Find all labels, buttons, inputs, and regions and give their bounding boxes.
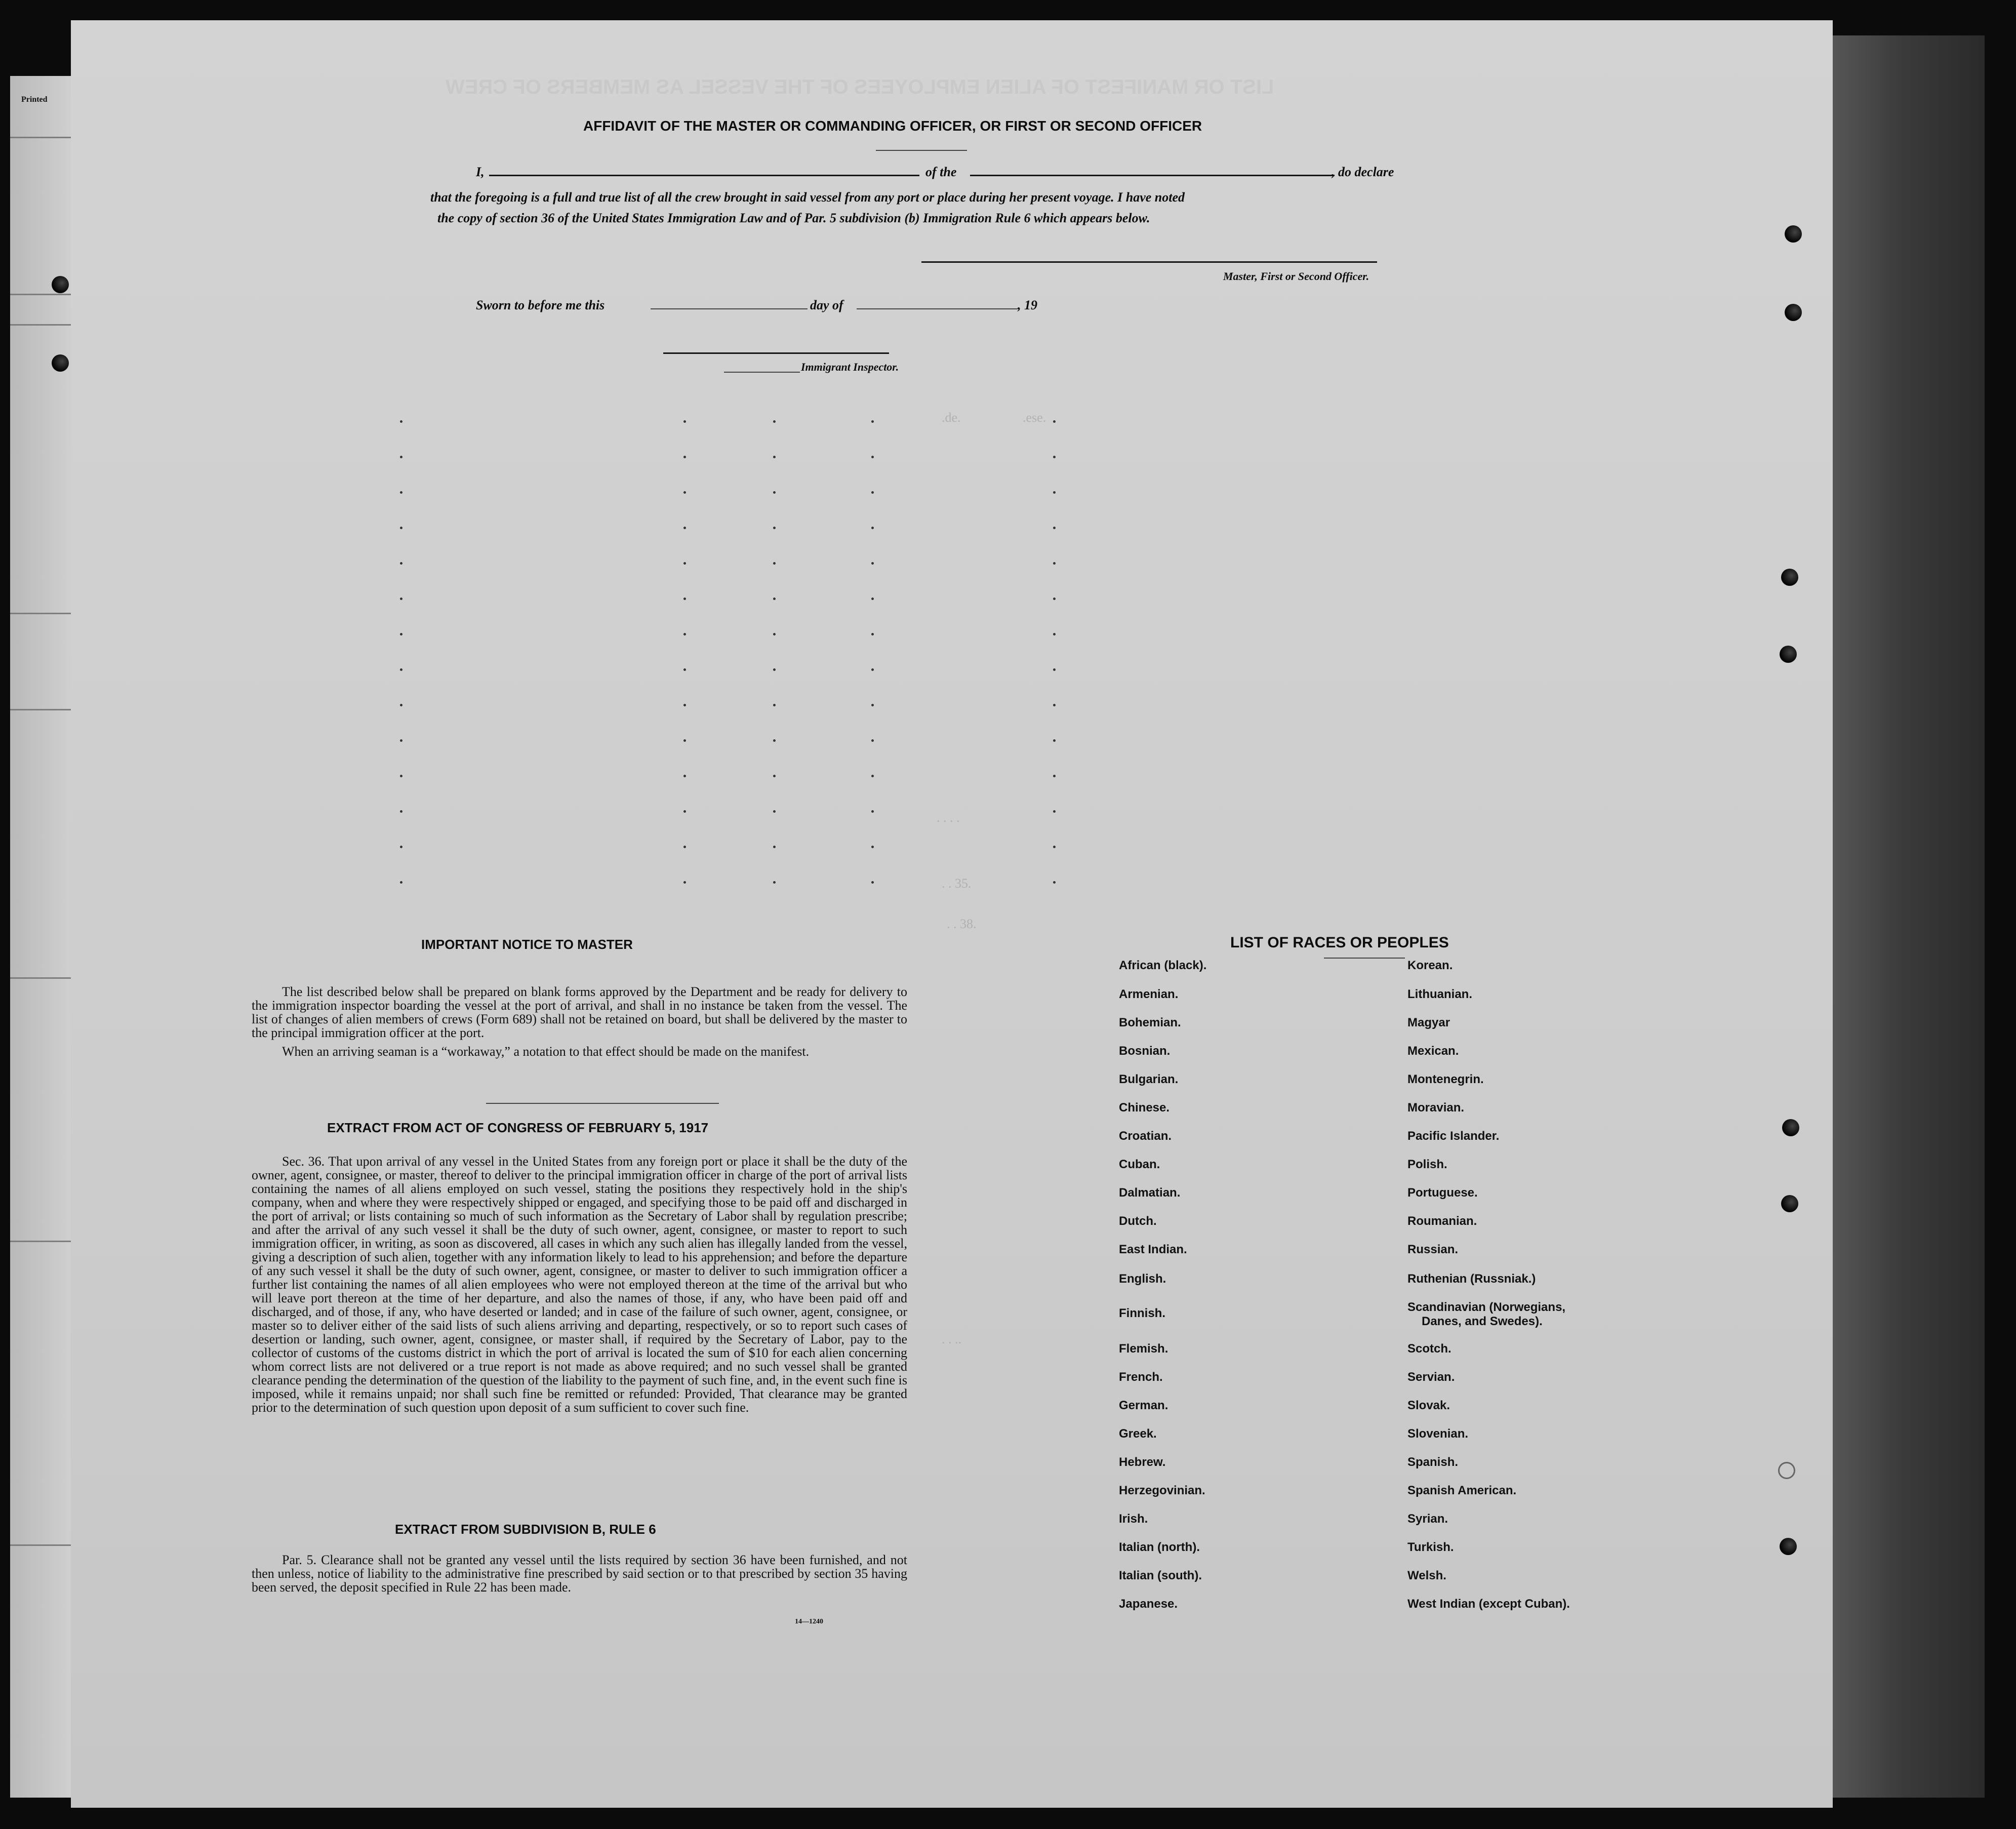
column-dot [773,668,776,671]
race-item: Slovenian. [1407,1427,1469,1441]
race-item: Cuban. [1119,1158,1160,1171]
column-dot [400,633,402,635]
column-dot [871,668,874,671]
race-item: Servian. [1407,1370,1455,1384]
column-dot [400,668,402,671]
race-item: Polish. [1407,1158,1447,1171]
column-dot [683,810,686,813]
column-dot [1053,527,1056,529]
race-item: Bohemian. [1119,1016,1181,1029]
rule-extract-body [252,1553,907,1594]
column-dot [871,633,874,635]
column-dot [871,598,874,600]
column-dot [400,420,402,423]
column-dot [1053,775,1056,777]
bleed-through-mark: .de. [942,410,961,425]
race-item: Moravian. [1407,1101,1465,1115]
master-name-line[interactable] [489,175,919,176]
column-dot [683,527,686,529]
column-dot [683,668,686,671]
column-dot [1053,846,1056,848]
column-dot [1053,633,1056,635]
race-item: Welsh. [1407,1569,1446,1582]
column-dot [400,562,402,565]
affidavit-line-2: that the foregoing is a full and true list of all the crew brought in said vessel from any port or place during her present voyage. I have noted [430,190,1185,205]
race-item: Flemish. [1119,1342,1168,1356]
column-dot [400,846,402,848]
column-dot [400,527,402,529]
race-item: Dutch. [1119,1214,1157,1228]
column-dot [400,881,402,884]
race-item: Chinese. [1119,1101,1170,1115]
race-item: Armenian. [1119,987,1179,1001]
race-item: Ruthenian (Russniak.) [1407,1272,1536,1286]
column-dot [773,598,776,600]
column-dot [871,527,874,529]
bleed-through-mark: .ese. [1023,410,1046,425]
column-dot [400,704,402,706]
vessel-name-line[interactable] [970,175,1335,176]
race-item: Greek. [1119,1427,1157,1441]
notice-paragraph-1: The list described below shall be prepared on blank forms approved by the Department and be ready for delivery to the immigration inspector boarding the vessel at the port of arrival, and shall in no instance be taken from the vessel. The list of changes of alien members of crews (Form 689) shall not be retained on board, but shall be delivered by the master to the principal immigration officer at the port. [252,984,907,1040]
race-item: Spanish American. [1407,1484,1517,1497]
rule-extract-title: EXTRACT FROM SUBDIVISION B, RULE 6 [395,1522,656,1537]
race-item: Danes, and Swedes). [1422,1315,1543,1328]
column-dot [683,491,686,494]
affidavit-title: AFFIDAVIT OF THE MASTER OR COMMANDING OFFICER, OR FIRST OR SECOND OFFICER [583,118,1202,134]
column-dot [400,456,402,458]
column-dot [683,739,686,742]
inspector-signature-line[interactable] [663,352,889,354]
column-dot [1053,739,1056,742]
column-dot [1053,456,1056,458]
column-dot [1053,810,1056,813]
binding-hole [1781,569,1798,586]
race-item: Hebrew. [1119,1455,1166,1469]
section-divider [486,1103,719,1104]
column-dot [871,810,874,813]
section-36-text: Sec. 36. That upon arrival of any vessel in the United States from any foreign port or place it shall be the duty of the owner, agent, consignee, or master, thereof to deliver to the principal immigration officer in charge of the port of arrival lists containing the names of all aliens employed on such vessel, stating the positions they respectively hold in the ship's company, when and where they were respectively shipped or engaged, and specifying those to be paid off and discharged in the port of arrival; or lists containing so much of such information as the Secretary of Labor shall by regulation prescribe; and after the arrival of any such vessel it shall be the duty of such owner, agent, consignee, or master to report to such immigration officer, in writing, as soon as discovered, all cases in which any such alien has illegally landed from the vessel, giving a description of such alien, together with any information likely to lead to his apprehension; and before the departure of any such vessel it shall be the duty of such owner, agent, consignee, or master to deliver to such immigration officer a further list containing the names of all alien employees who were not employed thereon at the time of the arrival but who will leave port thereon at the time of her departure, and also the names of those, if any, who have been paid off and discharged, and of those, if any, who have deserted or landed; and in case of the failure of such owner, agent, consignee, or master so to deliver either of the said lists of such aliens arriving and departing, respectively, or so to report such cases of desertion or landing, such owner, agent, consignee, or master shall, if required by the Secretary of Labor, pay to the collector of customs of the customs district in which the port of arrival is located the sum of $10 for each alien concerning whom correct lists are not delivered or a true report is not made as above required; and no such vessel shall be granted clearance pending the determination of the question of the liability to the payment of such fine, and, in the event such fine is imposed, while it remains unpaid; nor shall such fine be remitted or refunded: Provided, That clearance may be granted prior to the determination of such question upon deposit of a sum sufficient to cover such fine. [252,1154,907,1415]
notice-body [252,985,907,1058]
column-dot [683,846,686,848]
act-extract-body [252,1155,907,1414]
race-item: Japanese. [1119,1597,1178,1611]
race-item: German. [1119,1399,1168,1412]
sworn-day-line[interactable] [651,308,808,309]
underlying-page [1823,35,1985,1798]
binding-hole [1785,225,1802,243]
binding-hole [1778,1462,1795,1479]
column-dot [871,775,874,777]
bleed-through-mark: . . . . [937,810,960,825]
binding-hole [52,276,69,293]
race-item: Bulgarian. [1119,1072,1179,1086]
binding-hole [1780,646,1797,663]
sworn-text: Sworn to before me this [476,298,605,312]
column-dot [1053,881,1056,884]
race-item: Italian (north). [1119,1540,1200,1554]
bleed-through-mark: . . 38. [947,917,977,931]
column-dot [871,420,874,423]
race-item: Bosnian. [1119,1044,1171,1058]
column-dot [871,846,874,848]
race-item: Dalmatian. [1119,1186,1181,1200]
binding-hole [1782,1119,1799,1136]
race-item: Montenegrin. [1407,1072,1484,1086]
races-title: LIST OF RACES OR PEOPLES [1230,934,1449,951]
affidavit-i: I, [476,165,485,179]
column-dot [871,491,874,494]
column-dot [773,881,776,884]
column-dot [773,810,776,813]
column-dot [773,420,776,423]
signature-caption: Master, First or Second Officer. [1223,270,1369,283]
race-item: East Indian. [1119,1243,1187,1256]
notice-paragraph-2: When an arriving seaman is a “workaway,” a notation to that effect should be made on the manifest. [282,1044,810,1059]
form-number: 14—1240 [795,1618,823,1625]
race-item: Korean. [1407,959,1453,972]
bleed-through-mark: . . 35. [942,876,972,891]
title-rule [876,150,967,151]
column-dot [400,491,402,494]
race-item: Russian. [1407,1243,1459,1256]
race-item: Turkish. [1407,1540,1454,1554]
column-dot [683,562,686,565]
sworn-year-label: , 19 [1018,298,1037,312]
affidavit-of-the: of the [925,165,957,179]
race-item: French. [1119,1370,1163,1384]
column-dot [1053,598,1056,600]
par-5-text: Par. 5. Clearance shall not be granted any vessel until the lists required by section 36 have been furnished, and not then unless, notice of liability to the administrative fine prescribed by said section or to that prescribed by section 35 having been served, the deposit specified in Rule 22 has been made. [252,1553,907,1595]
race-item: Mexican. [1407,1044,1459,1058]
column-dot [683,881,686,884]
column-dot [683,420,686,423]
column-dot [871,456,874,458]
sworn-day-label: day of [810,298,843,312]
affidavit-line-3: the copy of section 36 of the United States Immigration Law and of Par. 5 subdivision (b) Immigration Rule 6 which appears below. [437,211,1150,225]
races-title-rule [1324,958,1405,959]
column-dot [773,491,776,494]
column-dot [400,598,402,600]
race-item: Magyar [1407,1016,1450,1029]
race-item: Italian (south). [1119,1569,1202,1582]
column-dot [871,704,874,706]
column-dot [773,527,776,529]
column-dot [871,881,874,884]
race-item: English. [1119,1272,1166,1286]
inspector-prefix-line [724,372,800,373]
column-dot [773,456,776,458]
race-item: Croatian. [1119,1129,1172,1143]
race-item: Spanish. [1407,1455,1459,1469]
binding-hole [1785,304,1802,321]
signature-line[interactable] [921,261,1377,263]
affidavit-declare: , do declare [1332,165,1394,179]
bleed-through-header: LIST OR MANIFEST OF ALIEN EMPLOYEES OF THE VESSEL AS MEMBERS OF CREW [446,76,1274,98]
column-dot [400,775,402,777]
act-extract-title: EXTRACT FROM ACT OF CONGRESS OF FEBRUARY 5, 1917 [327,1120,709,1135]
column-dot [683,456,686,458]
binding-hole [1780,1538,1797,1555]
column-dot [773,739,776,742]
column-dot [400,739,402,742]
inspector-caption: Immigrant Inspector. [801,361,899,373]
column-dot [773,562,776,565]
column-dot [400,810,402,813]
column-dot [773,633,776,635]
bleed-through-mark: . . .. [942,1332,961,1346]
column-dot [871,562,874,565]
column-dot [683,775,686,777]
race-item: Scotch. [1407,1342,1451,1356]
race-item: Syrian. [1407,1512,1448,1526]
column-dot [773,846,776,848]
race-item: Herzegovinian. [1119,1484,1205,1497]
race-item: Portuguese. [1407,1186,1478,1200]
column-dot [773,704,776,706]
sworn-month-line[interactable] [857,308,1018,309]
binding-hole [1781,1195,1798,1212]
column-dot [683,704,686,706]
column-dot [1053,562,1056,565]
race-item: Scandinavian (Norwegians, [1407,1300,1566,1314]
race-item: Finnish. [1119,1306,1165,1320]
column-dot [683,633,686,635]
column-dot [1053,420,1056,423]
race-item: Slovak. [1407,1399,1450,1412]
form-page [71,20,1833,1808]
margin-label: Printed [21,95,48,104]
notice-title: IMPORTANT NOTICE TO MASTER [421,937,633,952]
race-item: Irish. [1119,1512,1148,1526]
binding-hole [52,354,69,372]
column-dot [683,598,686,600]
column-dot [1053,491,1056,494]
column-dot [1053,668,1056,671]
column-dot [1053,704,1056,706]
column-dot [871,739,874,742]
column-dot [773,775,776,777]
race-item: Roumanian. [1407,1214,1477,1228]
race-item: West Indian (except Cuban). [1407,1597,1570,1611]
race-item: Pacific Islander. [1407,1129,1500,1143]
race-item: Lithuanian. [1407,987,1472,1001]
adjacent-page-strip [10,76,71,1798]
race-item: African (black). [1119,959,1207,972]
